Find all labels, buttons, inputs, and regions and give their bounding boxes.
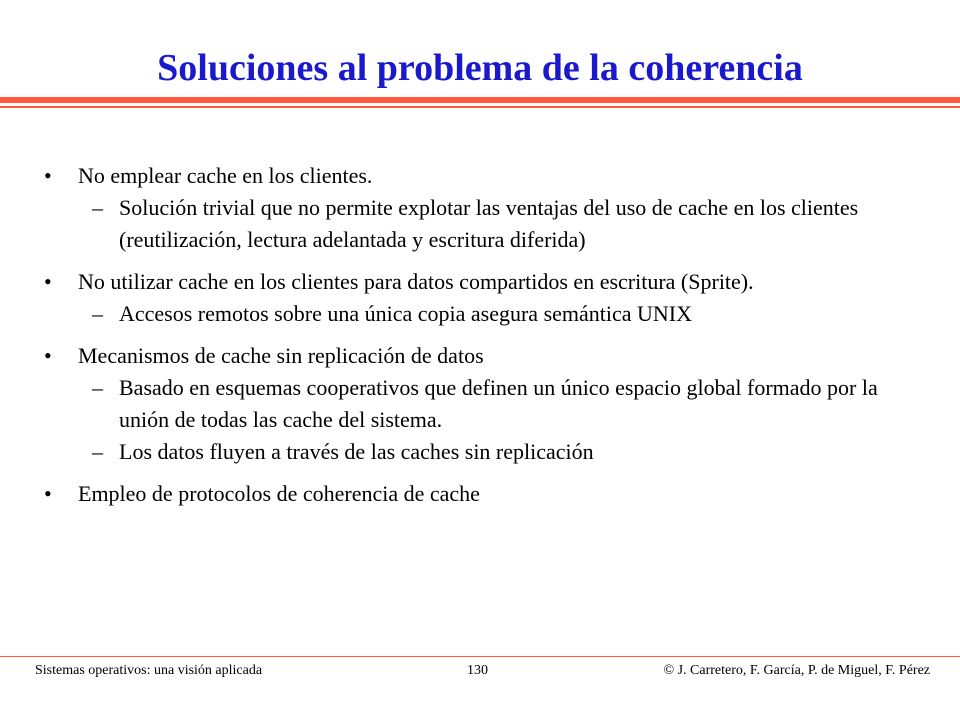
bullet-text: No utilizar cache en los clientes para datos compartidos en escritura (Sprite).: [78, 269, 754, 294]
bullet-item: [44, 340, 924, 468]
slide-title: Soluciones al problema de la coherencia: [157, 47, 803, 89]
sub-text: Solución trivial que no permite explotar las ventajas del uso de cache en los clientes (reutilización, lectura adelantada y escritura diferida): [119, 195, 859, 252]
title-divider-thin: [0, 106, 960, 108]
bullet-text: Empleo de protocolos de coherencia de cache: [78, 481, 480, 506]
sub-marker: –: [92, 439, 103, 464]
sub-text: Basado en esquemas cooperativos que definen un único espacio global formado por la unión de todas las cache del sistema.: [119, 375, 878, 432]
bullet-text: Mecanismos de cache sin replicación de datos: [78, 343, 484, 368]
footer-divider: [0, 656, 960, 657]
sub-list: [78, 298, 924, 330]
sub-marker: –: [92, 195, 103, 220]
title-divider-thick: [0, 97, 960, 103]
bullet-marker: •: [44, 269, 52, 294]
bullet-marker: •: [44, 481, 52, 506]
sub-text: Los datos fluyen a través de las caches sin replicación: [119, 439, 594, 464]
bullet-item: [44, 478, 924, 510]
sub-marker: –: [92, 301, 103, 326]
bullet-item: [44, 160, 924, 256]
sub-item: [78, 192, 924, 256]
footer-copyright: © J. Carretero, F. García, P. de Miguel, F. Pérez: [663, 663, 930, 678]
bullet-list: [44, 160, 924, 520]
sub-item: [78, 436, 924, 468]
footer-book-title: Sistemas operativos: una visión aplicada: [35, 663, 263, 678]
sub-marker: –: [92, 375, 103, 400]
sub-list: [78, 192, 924, 256]
bullet-item: [44, 266, 924, 330]
bullet-marker: •: [44, 343, 52, 368]
footer-page-number: 130: [467, 663, 488, 678]
sub-item: [78, 372, 924, 436]
bullet-marker: •: [44, 163, 52, 188]
sub-item: [78, 298, 924, 330]
bullet-text: No emplear cache en los clientes.: [78, 163, 373, 188]
sub-text: Accesos remotos sobre una única copia asegura semántica UNIX: [119, 301, 693, 326]
sub-list: [78, 372, 924, 468]
